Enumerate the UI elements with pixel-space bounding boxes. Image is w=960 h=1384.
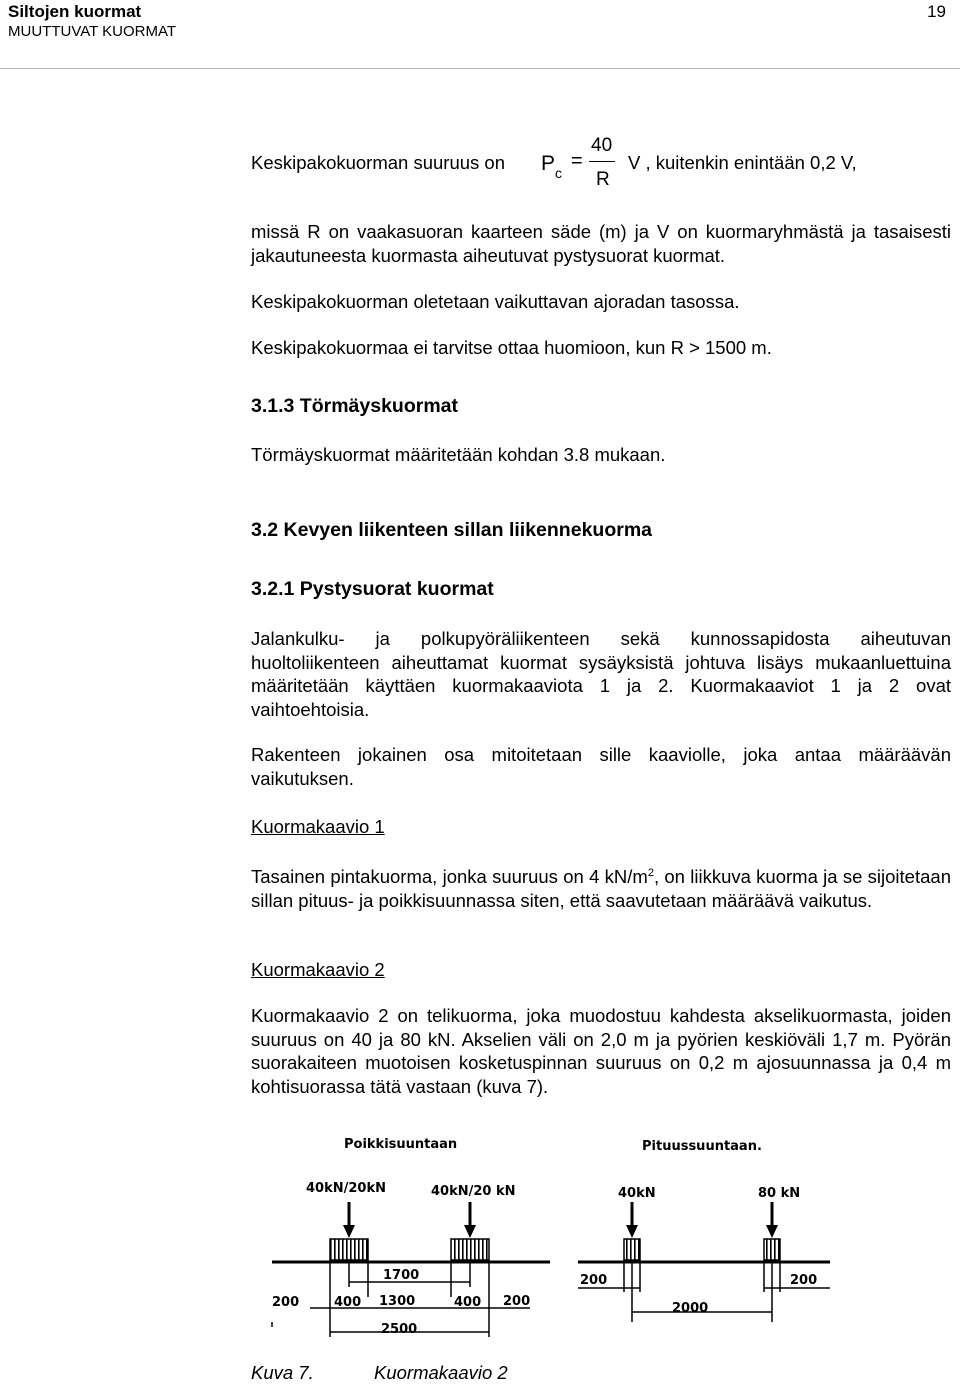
formula-numerator: 40	[591, 135, 613, 156]
heading-kaavio1: Kuormakaavio 1	[251, 816, 385, 837]
paragraph-huomioon: Keskipakokuormaa ei tarvitse ottaa huomioon, kun R > 1500 m.	[251, 337, 772, 358]
header-divider	[0, 68, 960, 69]
load-label-l2: 40kN/20 kN	[431, 1184, 516, 1199]
caption-title: Kuormakaavio 2	[374, 1362, 508, 1383]
formula-subscript: c	[555, 165, 562, 181]
load-arrow-r2	[766, 1202, 778, 1238]
wheel-patch-l1	[330, 1239, 368, 1260]
header-title: Siltojen kuormat	[8, 2, 142, 21]
paragraph-oletetaan: Keskipakokuorman oletetaan vaikuttavan ajoradan tasossa.	[251, 291, 740, 312]
load-label-r1: 40kN	[618, 1186, 656, 1201]
dim-1700: 1700	[383, 1268, 420, 1283]
heading-313: 3.1.3 Törmäyskuormat	[251, 395, 459, 417]
dim-2000: 2000	[672, 1301, 709, 1316]
left-title: Poikkisuuntaan	[344, 1137, 458, 1152]
load-arrow-l2	[464, 1202, 476, 1238]
dim-400-left: 400	[334, 1295, 362, 1310]
wheel-patch-r2	[764, 1239, 780, 1260]
centrifugal-formula	[251, 132, 951, 202]
page-number: 19	[927, 2, 946, 21]
wheel-patch-r1	[624, 1239, 640, 1260]
load-arrow-r1	[626, 1202, 638, 1238]
dim-1300: 1300	[379, 1294, 416, 1309]
dim-200-left: 200	[272, 1295, 300, 1310]
caption-label: Kuva 7.	[251, 1362, 314, 1383]
formula-p: P	[541, 152, 556, 175]
kaavio1-text-a: Tasainen pintakuorma, jonka suuruus on 4 kN/m	[251, 866, 648, 888]
paragraph-tormays: Törmäyskuormat määritetään kohdan 3.8 mukaan.	[251, 444, 666, 465]
dim-200-right: 200	[503, 1294, 531, 1309]
paragraph-missa: missä R on vaakasuoran kaarteen säde (m) ja V on kuormaryhmästä ja tasaisesti jakautuneesta kuormasta aiheutuvat pystysuorat kuormat.	[251, 221, 951, 266]
heading-kaavio2: Kuormakaavio 2	[251, 959, 385, 980]
load-label-r2: 80 kN	[758, 1186, 801, 1201]
fraction-bar	[589, 161, 615, 162]
paragraph-jalankulku: Jalankulku- ja polkupyöräliikenteen sekä kunnossapidosta aiheutuvan huoltoliikenteen aiheuttamat kuormat sysäyksistä johtuva lisäys mukaanluettuina määritetään käyttäen kuormakaaviota 1 ja 2. Kuormakaaviot 1 ja 2 ovat vaihtoehtoisia.	[251, 628, 951, 720]
formula-lead: Keskipakokuorman suuruus on	[251, 152, 506, 173]
dim-200-r-right: 200	[790, 1273, 818, 1288]
kaavio1-text-b: , on liikkuva kuorma ja se sijoitetaan sillan pituus- ja poikkisuunnassa siten, että saavutetaan määräävä vaikutus.	[251, 866, 951, 911]
heading-321: 3.2.1 Pystysuorat kuormat	[251, 578, 494, 600]
load-label-l1: 40kN/20kN	[306, 1181, 386, 1196]
dim-200-r-left: 200	[580, 1273, 608, 1288]
formula-tail: V , kuitenkin enintään 0,2 V,	[628, 152, 857, 173]
paragraph-rakenteen: Rakenteen jokainen osa mitoitetaan sille kaaviolle, joka antaa määräävän vaikutuksen.	[251, 744, 951, 789]
wheel-patch-l2	[451, 1239, 489, 1260]
paragraph-kaavio2: Kuormakaavio 2 on telikuorma, joka muodostuu kahdesta akselikuormasta, joiden suuruus on 40 ja 80 kN. Akselien väli on 2,0 m ja pyörien keskiöväli 1,7 m. Pyörän suorakaiteen muotoisen kosketuspinnan suuruus on 0,2 m ajosuunnassa ja 0,4 m kohtisuorassa tätä vastaan (kuva 7).	[251, 1005, 951, 1097]
kaavio1-superscript: 2	[647, 867, 654, 879]
load-diagram	[250, 1122, 850, 1350]
heading-32: 3.2 Kevyen liikenteen sillan liikennekuorma	[251, 519, 653, 541]
load-arrow-l1	[343, 1202, 355, 1238]
dim-2500: 2500	[381, 1322, 418, 1337]
formula-equals: =	[571, 150, 583, 172]
paragraph-kaavio1	[251, 862, 951, 912]
right-title: Pituussuuntaan.	[642, 1139, 762, 1154]
header-subtitle: MUUTTUVAT KUORMAT	[8, 23, 177, 40]
dim-400-right: 400	[454, 1295, 482, 1310]
formula-denominator: R	[596, 169, 610, 190]
